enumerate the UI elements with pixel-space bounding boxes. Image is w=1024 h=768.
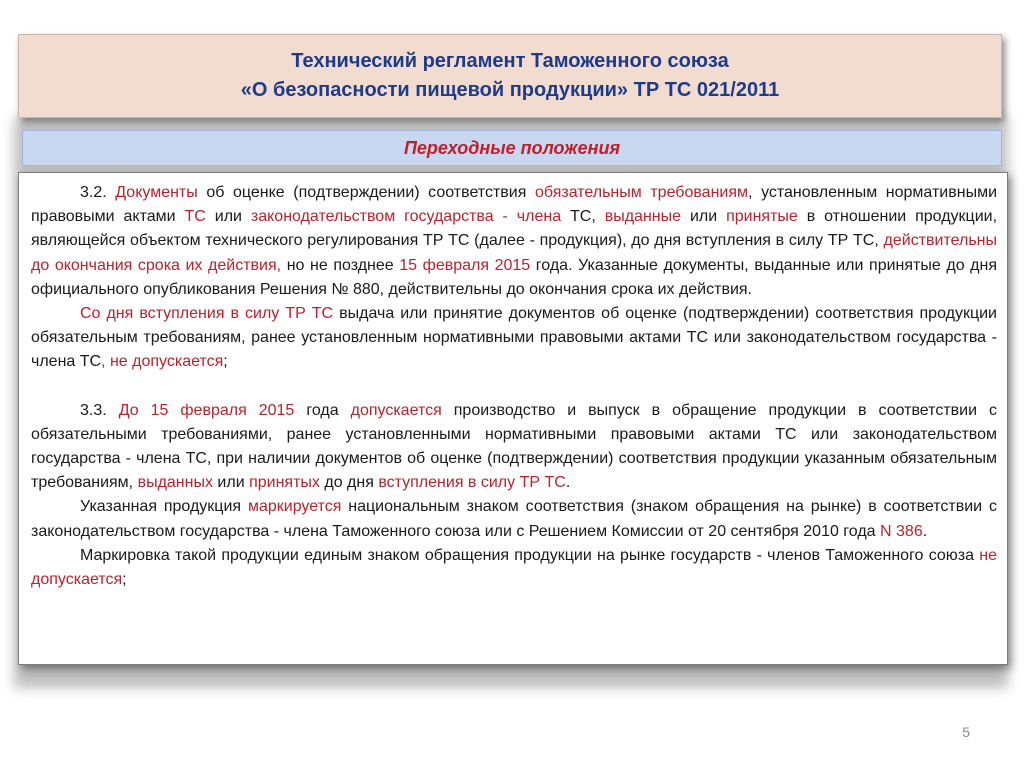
- body-text: Маркировка такой продукции единым знаком обращения продукции на рынке государств - членов Таможенного союза: [80, 546, 980, 564]
- paragraph-p3: [31, 399, 997, 496]
- highlighted-text: Со дня вступления в силу ТР ТС: [80, 305, 334, 323]
- body-text: ТС,: [561, 208, 605, 226]
- highlighted-text: До 15 февраля 2015: [118, 401, 295, 419]
- page-number: 5: [962, 724, 970, 740]
- title-line-2: «О безопасности пищевой продукции» ТР ТС 021/2011: [240, 79, 780, 101]
- body-text: ;: [223, 353, 228, 371]
- highlighted-text: 15 февраля 2015: [399, 256, 531, 274]
- highlighted-text: выданные: [604, 208, 682, 226]
- body-text: года. Указанные документы, выданные или принятые до дня официального опубликования Решения № 880, действительны до окончания срока их действия.: [31, 256, 998, 298]
- body-text: или: [205, 208, 251, 226]
- highlighted-text: ТС: [184, 208, 206, 226]
- body-text: но не позднее: [281, 256, 400, 274]
- body-text: национальным знаком соответствия (знаком обращения на рынке) в соответствии с законодательством государства - члена Таможенного союза или с Решением Комиссии от 20 сентября 2010 года: [31, 498, 997, 540]
- body-text: , установленным нормативными правовыми актами: [31, 184, 998, 226]
- paragraph-p4: [31, 495, 997, 543]
- body-text: выдача или принятие документов об оценке (подтверждении) соответствия продукции обязательным требованиям, ранее установленным нормативными правовыми актами ТС или законодательством государства - члена ТС: [31, 305, 997, 371]
- paragraph-gap: [31, 375, 997, 399]
- highlighted-text: действительны до окончания срока их действия,: [31, 232, 997, 274]
- body-text: или: [212, 474, 250, 492]
- paragraph-p2: [31, 302, 997, 375]
- body-text: производство и выпуск в обращение продукции в соответствии с обязательными требованиями, ранее установленными нормативными правовыми актами ТС или законодательством государства - члена ТС, при наличии документов об оценке (подтверждении) соответствия продукции указанным обязательным требованиям,: [31, 401, 998, 492]
- body-text: .: [565, 474, 571, 492]
- highlighted-text: принятых: [249, 474, 320, 492]
- highlighted-text: допускается: [350, 401, 442, 419]
- body-text: 3.2.: [80, 184, 116, 201]
- highlighted-text: вступления в силу ТР ТС: [378, 474, 566, 492]
- body-text: до дня: [319, 474, 379, 492]
- highlighted-text: принятые: [726, 208, 798, 226]
- title-line-1: Технический регламент Таможенного союза: [291, 50, 729, 72]
- body-text: или: [681, 208, 727, 226]
- body-text: Указанная продукция: [80, 498, 248, 516]
- highlighted-text: обязательным требованиям: [534, 184, 749, 201]
- highlighted-text: Документы: [115, 184, 198, 201]
- title-banner: [18, 34, 1002, 118]
- body-text: в отношении продукции, являющейся объектом технического регулирования ТР ТС (далее - продукция), до дня вступления в силу ТР ТС,: [31, 208, 998, 250]
- highlighted-text: N 386: [880, 522, 923, 540]
- paragraph-p1: [31, 181, 997, 302]
- body-text: об оценке (подтверждении) соответствия: [197, 184, 535, 201]
- highlighted-text: не допускается: [31, 546, 997, 589]
- highlighted-text: выданных: [137, 474, 213, 492]
- section-header: [22, 130, 1002, 166]
- body-text: 3.3.: [80, 401, 119, 419]
- body-text: .: [922, 522, 928, 540]
- body-text: ;: [122, 571, 127, 589]
- paragraph-p5: [31, 544, 997, 592]
- section-title: Переходные положения: [403, 138, 621, 158]
- body-text: года: [294, 401, 351, 419]
- highlighted-text: маркируется: [247, 498, 342, 516]
- highlighted-text: законодательством государства - члена: [250, 208, 562, 226]
- content-panel: [18, 172, 1008, 665]
- highlighted-text: , не допускается: [101, 353, 224, 371]
